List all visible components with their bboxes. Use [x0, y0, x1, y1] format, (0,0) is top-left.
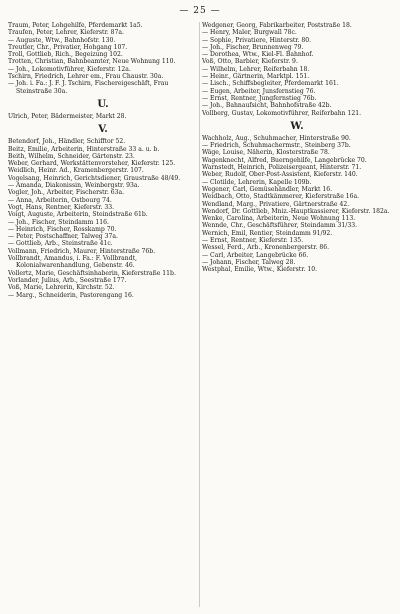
directory-entry: Wendland, Marg., Privatiere, Gärtnerstraße 42. — [202, 200, 350, 208]
directory-entry: Vorlander, Julius, Arb., Seestraße 177. — [8, 276, 127, 284]
directory-entry: Vogt, Hans, Rentner, Kieferstr. 33. — [8, 203, 115, 211]
directory-entry: Wagenknecht, Alfred, Buerngehilfe, Langebrücke 70. — [202, 156, 367, 164]
entry-group-a — [202, 22, 392, 117]
directory-entry: Ulrich, Peter, Bädermeister, Markt 28. — [8, 112, 127, 120]
directory-entry: — Eugen, Arbeiter, Junsfernstieg 76. — [202, 87, 316, 95]
directory-entry: Vollertz, Marie, Geschäftsinhaberin, Kieferstraße 11b. — [8, 269, 176, 277]
directory-entry: Troll, Gottlieb, Rich., Begeizung 102. — [8, 51, 123, 59]
directory-entry: — Clotilde, Lehrerin, Kapelle 109b. — [202, 178, 312, 186]
directory-entry: — Joh., Lokomotivführer, Kieferstr. 12a. — [8, 65, 131, 73]
directory-entry: Weber, Rudolf, Ober-Post-Assistent, Kieferstr. 140. — [202, 171, 358, 179]
directory-entry: Traufen, Peter, Lehrer, Kieferstr. 87a. — [8, 29, 124, 37]
directory-entry: Voigt, Auguste, Arbeiterin, Steindstraße 61b. — [8, 211, 148, 219]
directory-entry: Wessel, Ferd., Arb., Kronenbergerstr. 86. — [202, 244, 330, 252]
directory-entry: Vollmann, Friedrich, Maurer, Hinterstraße 76b. — [8, 247, 156, 255]
directory-entry: Traum, Peter, Lohgehilfe, Pferdemarkt 1a5. — [8, 22, 143, 29]
directory-entry: — Ernst, Rentner, Jungfernstieg 76b. — [202, 94, 317, 102]
section-heading-v: V. — [98, 124, 108, 136]
directory-entry: Wendorf, Dr. Gottlieb, Mniz.-Hauptkassierer, Kieferstr. 182a. — [202, 207, 390, 215]
entry-group-v — [8, 138, 198, 299]
directory-entry: — Lisch., Schiffsbegleiter, Pferdemarkt 161. — [202, 80, 339, 88]
directory-entry: — Anna, Arbeiterin, Ostbourg 74. — [8, 196, 112, 204]
directory-entry: — Henry, Maler, Burgwall 78c. — [202, 29, 297, 37]
directory-entry: Vogler, Joh., Arbeiter, Fischerstr. 63a. — [8, 189, 125, 197]
entry-group-a — [8, 22, 198, 95]
directory-entry: — Heinrich, Fischer, Rosskamp 70. — [8, 225, 117, 233]
directory-entry: Beith, Wilhelm, Schneider, Gärtenstr. 23. — [8, 152, 135, 160]
directory-entry: Wenke, Carolina, Arbeiterin, Neue Wohnung 113. — [202, 215, 356, 223]
directory-entry: Vollberg, Gustav, Lokomotivführer, Reiferbahn 121. — [202, 109, 362, 117]
directory-entry: Tschirn, Friedrich, Lehrer em., Frau Chaustr. 30a. — [8, 73, 164, 81]
directory-entry: Weber, Gerhard, Werkstättenvorsteher, Kieferstr. 125. — [8, 160, 176, 168]
directory-entry: — Ernst, Rentner, Kieferstr. 135. — [202, 237, 304, 245]
directory-entry: Wedgener, Georg, Fabrikarbeiter, Poststraße 18. — [202, 22, 352, 29]
directory-entry: Weidlich, Heinr. Ad., Kramenbergerstr. 107. — [8, 167, 144, 175]
directory-entry: Voß, Otto, Barbier, Kieferstr. 9. — [202, 58, 298, 66]
directory-entry: — Sophie, Privatiere, Hinterstr. 80. — [202, 36, 312, 44]
directory-entry: Betendorf, Joh., Händler, Schifftor 52. — [8, 138, 126, 146]
entry-group-w — [202, 135, 392, 274]
left-column — [8, 22, 198, 299]
directory-entry: Trotten, Christian, Bahnbeamter, Neue Wohnung 110. — [8, 58, 176, 66]
directory-entry: — Dorothea, Wtw., Kiel-Fl. Bahnhof. — [202, 51, 314, 59]
page-number: — 25 — — [179, 6, 221, 16]
directory-entry: — Wilhelm, Lehrer, Reiferbahn 18. — [202, 65, 310, 73]
section-heading-w: W. — [290, 120, 304, 132]
right-column — [202, 22, 392, 274]
directory-entry: — Marg., Schneiderin, Pastorengang 16. — [8, 291, 134, 299]
directory-entry: — Peter, Postschaffner, Talweg 37a. — [8, 233, 118, 241]
directory-entry: Westphal, Emilie, Wtw., Kieferstr. 10. — [202, 266, 318, 274]
directory-entry: Wennde, Chr., Geschäftsführer, Steindamm 31/33. — [202, 222, 358, 230]
directory-entry: Wernich, Emil, Rentier, Steindamm 91/92. — [202, 229, 333, 237]
directory-entry: Beitz, Emilie, Arbeiterin, Hinterstraße 33 a. u. b. — [8, 145, 160, 153]
directory-entry: — Johann, Fischer, Talweg 28. — [202, 258, 296, 266]
directory-entry: — Carl, Arbeiter, Langebrücke 66. — [202, 251, 309, 259]
directory-entry: — Joh., Bahnaufsicht, Bahnhofstraße 42b. — [202, 102, 332, 110]
directory-entry: Voß, Marie, Lehrerin, Kirchstr. 52. — [8, 284, 115, 292]
directory-entry: — Joh. i. Fa.: J. F. J. Tschirn, Fischereigeschäft, Frau Steinstraße 30a. — [8, 80, 169, 95]
directory-entry: — Amanda, Diakonissin, Weinbergstr. 93a. — [8, 182, 140, 190]
directory-entry: Warnstedt, Heinrich, Polizeisergeant, Hinterstr. 71. — [202, 164, 362, 172]
directory-entry: Treutler, Chr., Privatier, Hohgang 107. — [8, 43, 128, 51]
directory-entry: Weidbach, Otto, Stadtkämmerer, Kieferstraße 16a. — [202, 193, 360, 201]
directory-entry: — Heinr., Gärtnerin, Marktpl. 151. — [202, 73, 310, 81]
column-divider — [199, 22, 200, 607]
directory-entry: Wegener, Carl, Gemüsehändler, Markt 16. — [202, 185, 333, 193]
directory-entry: Wachholz, Aug., Schuhmacher, Hinterstraße 90. — [202, 134, 351, 142]
directory-entry: — Joh., Fischer, Brunnenweg 79. — [202, 43, 304, 51]
section-heading-u: U. — [97, 98, 109, 110]
directory-entry: — Auguste, Wtw., Bahnhofstr. 130. — [8, 36, 116, 44]
entry-group-u — [8, 113, 198, 120]
directory-entry: — Gottlieb, Arb., Steinstraße 41c. — [8, 240, 113, 248]
directory-entry: — Joh., Fischer, Steindamm 116. — [8, 218, 109, 226]
directory-entry: Wäge, Louise, Näherin, Klosterstraße 78. — [202, 149, 330, 157]
directory-entry: Vogelsang, Heinrich, Gerichtsdiener, Graustraße 48/49. — [8, 174, 181, 182]
directory-entry: Vollbrandt, Amandus, i. Fa.: F. Vollbrandt, Kolonialwarenhandlung, Gebenstr. 46. — [8, 255, 137, 270]
directory-entry: — Friedrich, Schuhmachermstr., Steinberg 37b. — [202, 142, 351, 150]
